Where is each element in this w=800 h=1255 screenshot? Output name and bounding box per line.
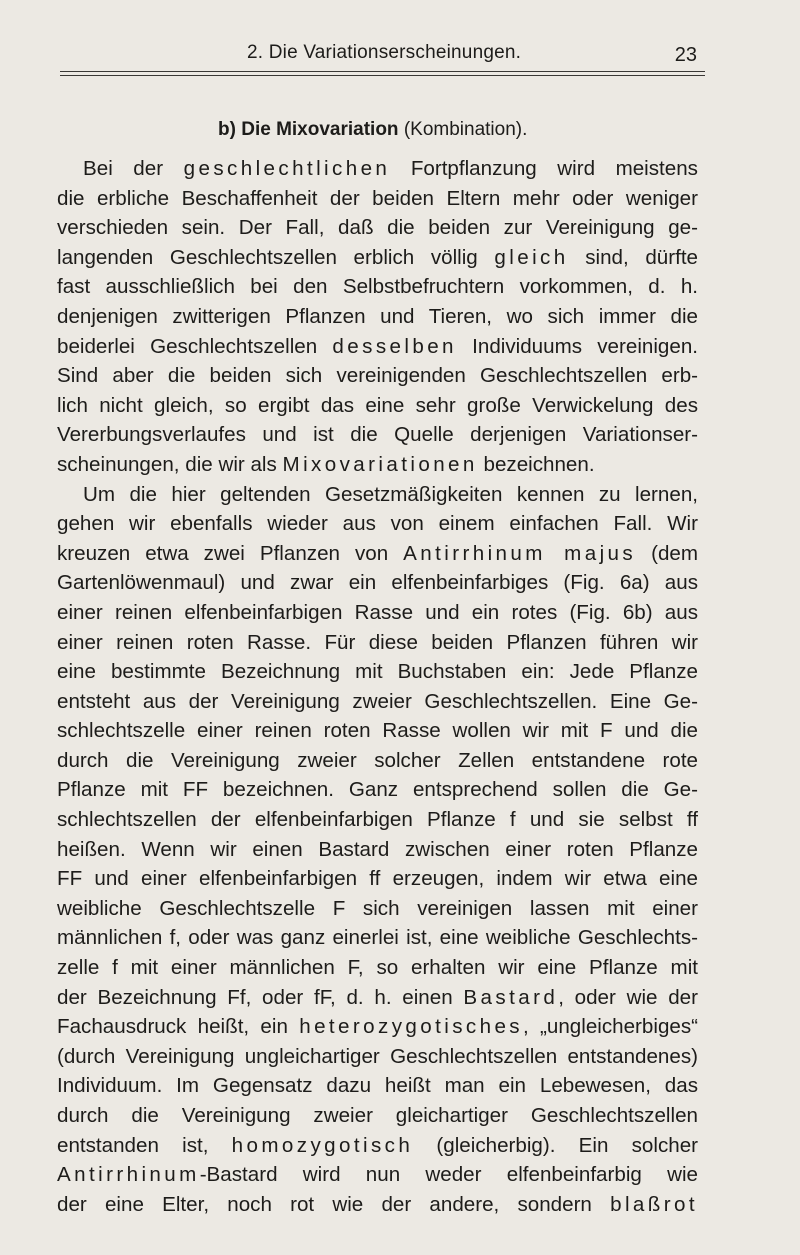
text-run: einer reinen elfenbeinfarbigen Rasse und ein rotes (Fig. 6b) aus: [57, 600, 698, 624]
text-run: (dem: [636, 541, 699, 565]
text-run: lich nicht gleich, so ergibt das eine sehr große Verwickelung des: [57, 393, 698, 417]
text-run: , oder wie der: [558, 985, 698, 1009]
text-line: [57, 598, 698, 628]
text-run: durch die Vereinigung zweier solcher Zellen entstandene rote: [57, 748, 698, 772]
text-line: [57, 302, 698, 332]
text-line: [57, 272, 698, 302]
text-run: Sind aber die beiden sich vereinigenden Geschlechtszellen erb-: [57, 364, 698, 388]
text-line: [57, 923, 698, 953]
text-run: scheinungen, die wir als: [57, 452, 283, 476]
text-run: die erbliche Beschaffenheit der beiden Eltern mehr oder weniger: [57, 186, 698, 210]
text-line: [57, 1012, 698, 1042]
text-run: eine bestimmte Bezeichnung mit Buchstaben ein: Jede Pflanze: [57, 660, 698, 684]
text-run: langenden Geschlechtszellen erblich völlig: [57, 245, 495, 269]
spaced-emphasis: Antirrhinum majus: [403, 541, 637, 565]
text-line: [57, 480, 698, 510]
text-run: schlechtszellen der elfenbeinfarbigen Pflanze f und sie selbst ff: [57, 808, 698, 832]
text-line: [57, 450, 698, 480]
text-line: [57, 1190, 698, 1220]
running-title: 2. Die Variationserscheinungen.: [247, 42, 522, 63]
text-run: Pflanze mit FF bezeichnen. Ganz entsprechend sollen die Ge-: [57, 778, 698, 802]
text-run: Fortpflanzung wird meistens: [390, 157, 698, 180]
text-line: [57, 243, 698, 273]
text-run: durch die Vereinigung zweier gleichartiger Geschlechtszellen: [57, 1104, 698, 1127]
section-heading: [218, 119, 527, 141]
text-run: weibliche Geschlechtszelle F sich vereinigen lassen mit einer: [57, 896, 698, 920]
text-line: [57, 716, 698, 746]
page-number: 23: [674, 44, 697, 66]
text-line: [57, 1042, 698, 1072]
text-line: [57, 1160, 698, 1190]
text-run: fast ausschließlich bei den Selbstbefruchtern vorkommen, d. h.: [57, 275, 698, 299]
text-run: -Bastard wird nun weder elfenbeinfarbig wie: [199, 1163, 698, 1187]
text-run: bezeichnen.: [477, 452, 595, 476]
text-run: der eine Elter, noch rot wie der andere, sondern: [57, 1192, 611, 1216]
running-header: [55, 42, 703, 68]
spaced-emphasis: heterozygotisches: [299, 1015, 524, 1039]
text-line: [57, 628, 698, 658]
text-run: der Bezeichnung Ff, oder fF, d. h. einen: [57, 985, 464, 1009]
body-text: [57, 154, 698, 1219]
section-title: Die Mixovariation: [241, 119, 399, 140]
text-line: [57, 953, 698, 983]
text-run: Gartenlöwenmaul) und zwar ein elfenbeinfarbiges (Fig. 6a) aus: [57, 571, 698, 595]
text-run: schlechtszelle einer reinen roten Rasse wollen wir mit F und die: [57, 719, 698, 743]
text-line: [57, 568, 698, 598]
text-run: Vererbungsverlaufes und ist die Quelle derjenigen Variationser-: [57, 423, 698, 447]
text-line: [57, 420, 698, 450]
text-line: [57, 332, 698, 362]
text-line: [57, 894, 698, 924]
text-run: denjenigen zwitterigen Pflanzen und Tieren, wo sich immer die: [57, 304, 698, 328]
spaced-emphasis: Antirrhinum: [57, 1163, 200, 1187]
text-run: Fachausdruck heißt, ein: [57, 1015, 300, 1039]
spaced-emphasis: blaßrot: [610, 1192, 698, 1216]
text-line: [57, 775, 698, 805]
section-marker: b): [218, 119, 236, 140]
spaced-emphasis: gleich: [494, 245, 569, 269]
text-run: (durch Vereinigung ungleichartiger Geschlechtszellen entstandenes): [57, 1044, 698, 1068]
text-run: entsteht aus der Vereinigung zweier Geschlechtszellen. Eine Ge-: [57, 689, 698, 713]
text-line: [57, 1101, 698, 1131]
text-line: [57, 1131, 698, 1161]
text-run: beiderlei Geschlechtszellen: [57, 334, 333, 358]
text-run: , „ungleicherbiges“: [523, 1015, 699, 1039]
text-line: [57, 539, 698, 569]
text-line: [57, 391, 698, 421]
text-line: [57, 687, 698, 717]
spaced-emphasis: Bastard: [463, 985, 559, 1009]
header-rule-double: [60, 75, 705, 76]
text-line: [57, 361, 698, 391]
text-run: gehen wir ebenfalls wieder aus von einem einfachen Fall. Wir: [57, 512, 698, 536]
spaced-emphasis: homozygotisch: [231, 1133, 414, 1157]
text-line: [57, 154, 698, 184]
text-run: kreuzen etwa zwei Pflanzen von: [57, 541, 404, 565]
spaced-emphasis: geschlechtlichen: [183, 157, 391, 180]
text-run: Um die hier geltenden Gesetzmäßigkeiten kennen zu lernen,: [83, 482, 698, 506]
text-line: [57, 213, 698, 243]
text-run: (gleicherbig). Ein solcher: [413, 1133, 699, 1157]
text-run: einer reinen roten Rasse. Für diese beiden Pflanzen führen wir: [57, 630, 698, 654]
text-line: [57, 864, 698, 894]
text-line: [57, 1071, 698, 1101]
text-run: zelle f mit einer männlichen F, so erhalten wir eine Pflanze mit: [57, 956, 698, 980]
text-line: [57, 983, 698, 1013]
spaced-emphasis: desselben: [332, 334, 457, 358]
text-run: männlichen f, oder was ganz einerlei ist, eine weibliche Geschlechts-: [57, 926, 698, 950]
text-line: [57, 184, 698, 214]
text-line: [57, 835, 698, 865]
text-run: Individuum. Im Gegensatz dazu heißt man ein Lebewesen, das: [57, 1074, 698, 1098]
text-run: sind, dürfte: [568, 245, 699, 269]
text-run: verschieden sein. Der Fall, daß die beiden zur Vereinigung ge-: [57, 216, 698, 240]
text-run: FF und einer elfenbeinfarbigen ff erzeugen, indem wir etwa eine: [57, 867, 698, 891]
section-subtitle: (Kombination).: [403, 119, 528, 140]
text-line: [57, 746, 698, 776]
header-rule: [60, 71, 705, 72]
text-line: [57, 509, 698, 539]
spaced-emphasis: Mixovariationen: [282, 452, 478, 476]
text-run: entstanden ist,: [57, 1133, 232, 1157]
text-run: Individuums vereinigen.: [456, 334, 698, 358]
text-run: heißen. Wenn wir einen Bastard zwischen einer roten Pflanze: [57, 837, 698, 861]
text-line: [57, 805, 698, 835]
text-run: Bei der: [83, 157, 184, 180]
text-line: [57, 657, 698, 687]
